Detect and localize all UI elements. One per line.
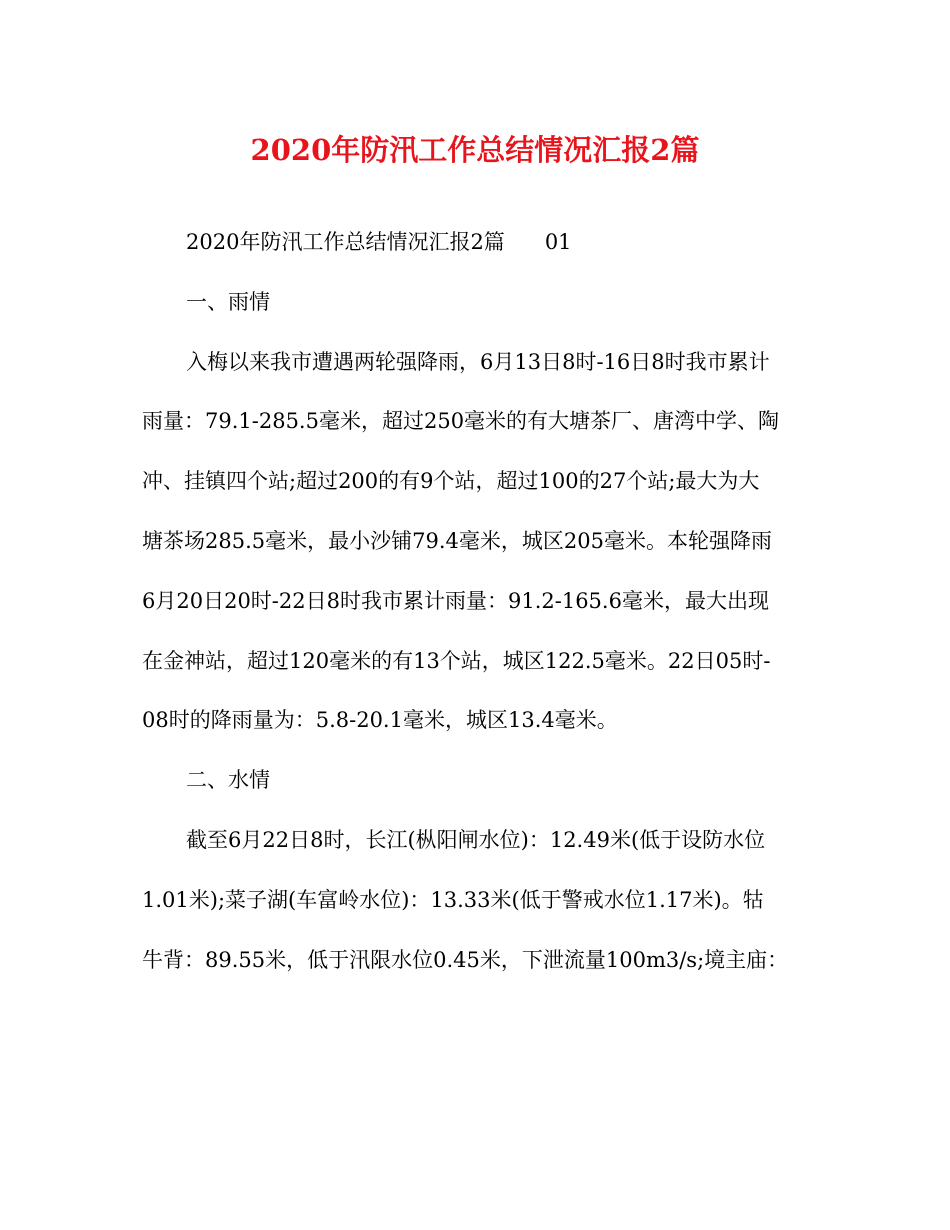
paragraph-line: 1.01米);菜子湖(车富岭水位)：13.33米(低于警戒水位1.17米)。牯 — [142, 887, 764, 912]
paragraph-line: 截至6月22日8时，长江(枞阳闸水位)：12.49米(低于设防水位 — [186, 827, 766, 852]
paragraph-line: 入梅以来我市遭遇两轮强降雨，6月13日8时-16日8时我市累计 — [186, 349, 770, 374]
subtitle-text: 2020年防汛工作总结情况汇报2篇 — [186, 230, 505, 254]
paragraph-line: 塘茶场285.5毫米，最小沙铺79.4毫米，城区205毫米。本轮强降雨 — [142, 528, 772, 553]
paragraph-line: 6月20日20时-22日8时我市累计雨量：91.2-165.6毫米，最大出现 — [142, 588, 769, 613]
paragraph-line: 雨量：79.1-285.5毫米，超过250毫米的有大塘茶厂、唐湾中学、陶 — [142, 409, 780, 434]
document-title: 2020年防汛工作总结情况汇报2篇 — [250, 133, 700, 167]
section-heading-rain: 一、雨情 — [186, 289, 270, 314]
section-heading-water: 二、水情 — [186, 768, 270, 793]
document-body — [142, 213, 808, 990]
paragraph-line: 在金神站，超过120毫米的有13个站，城区122.5毫米。22日05时- — [142, 648, 771, 673]
subtitle-line — [142, 213, 808, 273]
subtitle-number: 01 — [544, 230, 572, 254]
paragraph-line: 08时的降雨量为：5.8-20.1毫米，城区13.4毫米。 — [142, 708, 618, 733]
paragraph-line: 牛背：89.55米，低于汛限水位0.45米，下泄流量100m3/s;境主庙： — [142, 947, 789, 972]
paragraph-line: 冲、挂镇四个站;超过200的有9个站，超过100的27个站;最大为大 — [142, 469, 760, 494]
